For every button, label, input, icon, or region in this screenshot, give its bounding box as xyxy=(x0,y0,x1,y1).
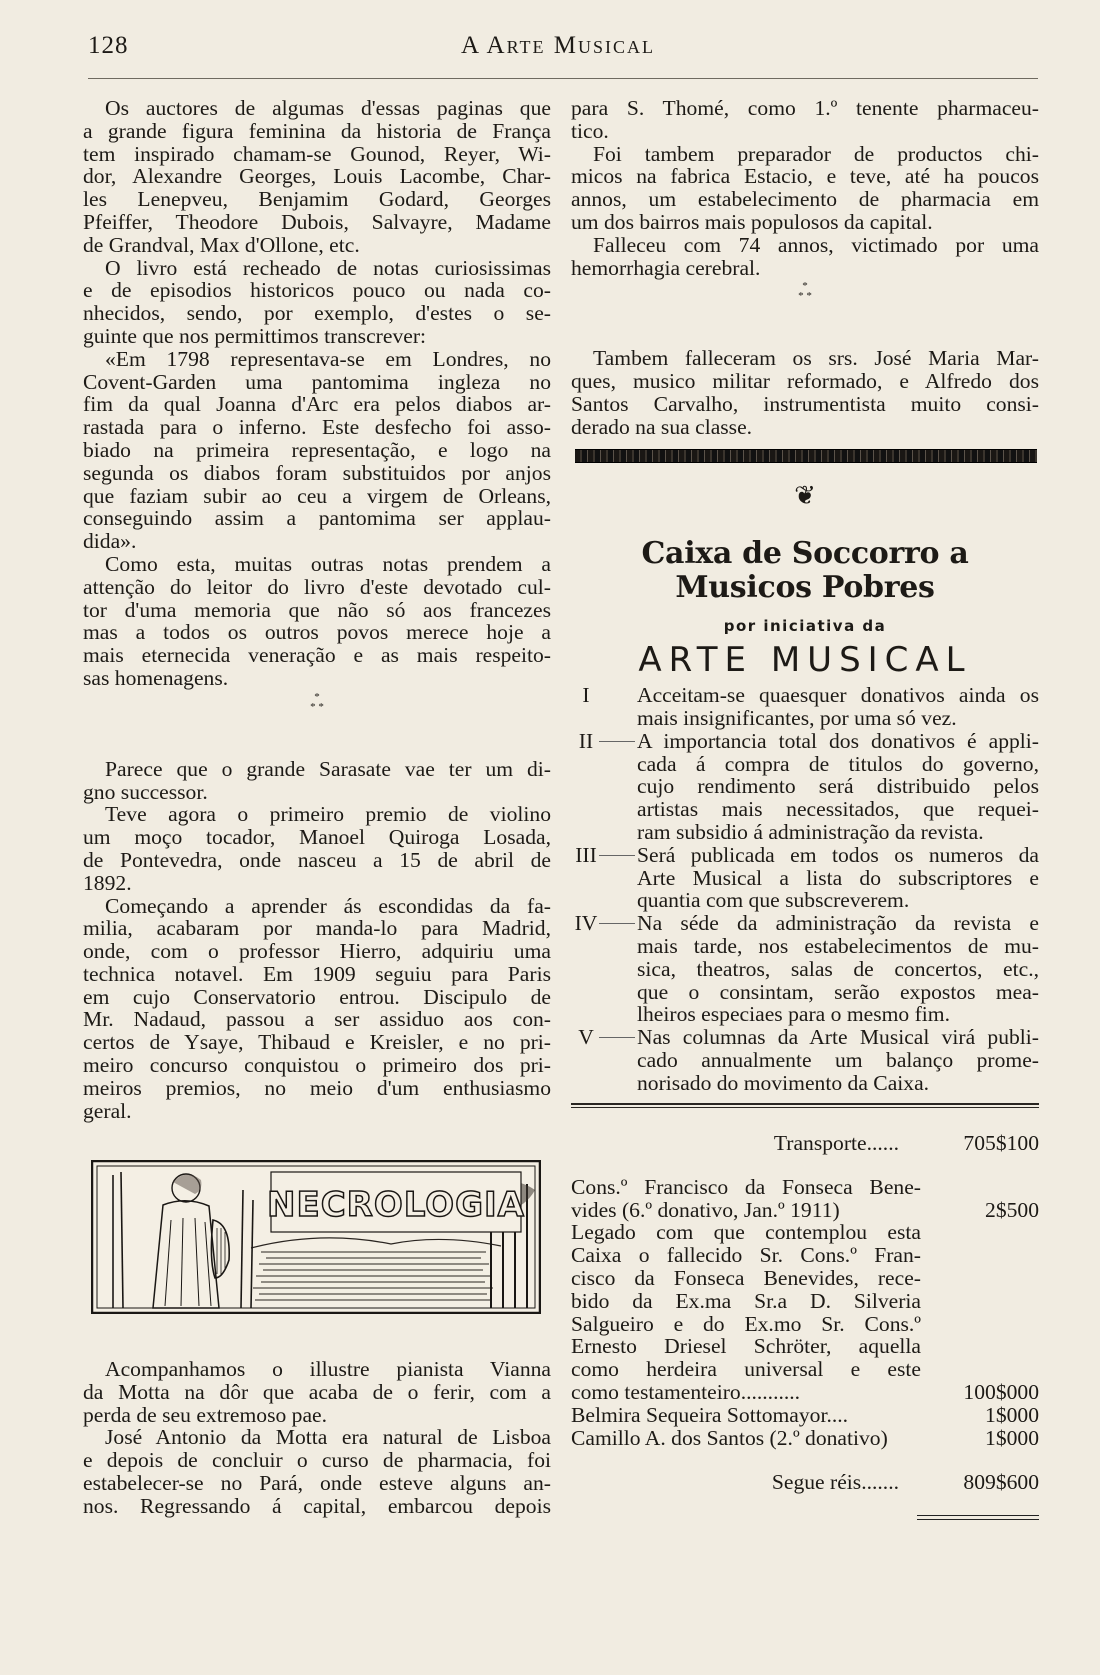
text-line: mais eternecida veneração e as mais respeito- xyxy=(83,643,551,668)
text-line: Foi tambem preparador de productos chi- xyxy=(593,141,1039,166)
text-line: lheiros especiaes para o mesmo fim. xyxy=(637,1002,951,1027)
rule-number: IV xyxy=(574,911,598,936)
text-line: mais insignificantes, por uma só vez. xyxy=(637,705,957,730)
text-line: e depois de concluir o curso de pharmacia, foi xyxy=(83,1448,551,1473)
text-line: mas a todos os outros povos merece hoje a xyxy=(83,620,551,645)
text-line: um dos bairros mais populosos da capital. xyxy=(571,209,933,234)
caixa-arte-musical-heading: ARTE MUSICAL xyxy=(638,640,972,681)
text-line: Salgueiro e do Ex.mo Sr. Cons.º xyxy=(571,1311,921,1336)
text-line: cisco da Fonseca Benevides, rece- xyxy=(571,1266,921,1291)
floral-ornament-icon: ❦ xyxy=(794,480,816,510)
paragraph-premio xyxy=(83,803,551,894)
ledger-row-legado xyxy=(571,1221,1039,1403)
ledger-label: Segue réis....... xyxy=(771,1470,899,1495)
text-line: rastada para o inferno. Este desfecho foi asso- xyxy=(83,415,551,440)
text-line: Acceitam-se quaesquer donativos ainda os xyxy=(637,683,1039,708)
text-line: O livro está recheado de notas curiosissimas xyxy=(105,255,551,280)
ledger-row-camillo xyxy=(571,1427,1039,1450)
necrologia-illustration xyxy=(91,1160,541,1314)
asterism-divider: * * * xyxy=(798,280,812,303)
caixa-rules xyxy=(571,684,1039,1094)
page-header xyxy=(78,30,1038,62)
banner-title: NECROLOGIA xyxy=(267,1185,525,1225)
text-line: Falleceu com 74 annos, victimado por uma xyxy=(593,232,1039,257)
text-line: dida». xyxy=(83,529,137,554)
text-line: Tambem falleceram os srs. José Maria Mar- xyxy=(593,346,1039,371)
rule-item xyxy=(571,730,1039,844)
text-line: Mr. Nadaud, passou a ser assiduo aos con- xyxy=(83,1007,551,1032)
paragraph-acompanhamos xyxy=(83,1358,551,1426)
ledger-amount: 1$000 xyxy=(985,1425,1039,1450)
text-line: Teve agora o primeiro premio de violino xyxy=(105,802,551,827)
rule-item xyxy=(571,684,1039,730)
text-line: norisado do movimento da Caixa. xyxy=(637,1070,930,1095)
paragraph-comecando xyxy=(83,895,551,1123)
text-line: como herdeira universal e este xyxy=(571,1357,921,1382)
necrologia-banner xyxy=(91,1160,541,1314)
text-line: milia, acabaram por manda-lo para Madrid, xyxy=(83,916,551,941)
ledger-label: Transporte...... xyxy=(773,1130,899,1155)
ledger-row-benevides xyxy=(571,1176,1039,1222)
text-line: Ernesto Driesel Schröter, aquella xyxy=(571,1334,921,1359)
text-line: ques, musico militar reformado, e Alfredo dos xyxy=(571,369,1039,394)
text-line: estabelecer-se no Pará, onde esteve alguns an- xyxy=(83,1470,551,1495)
text-line: cujo rendimento será distribuido pelos xyxy=(637,774,1039,799)
rule-item xyxy=(571,1026,1039,1094)
text-line: biado na primeira representação, e logo na xyxy=(83,437,551,462)
text-line: hemorrhagia cerebral. xyxy=(571,255,761,280)
text-line: conseguindo assim a pantomima ser applau- xyxy=(83,506,551,531)
text-line: onde, com o professor Hierro, adquiriu uma xyxy=(83,939,551,964)
text-line: gno successor. xyxy=(83,779,208,804)
text-line: artistas mais necessitados, que requei- xyxy=(637,797,1039,822)
text-line: Na séde da administração da revista e xyxy=(637,911,1039,936)
left-column xyxy=(83,97,551,1122)
text-line: meiro concurso conquistou o primeiro dos pri- xyxy=(83,1053,551,1078)
text-line: a grande figura feminina da historia de França xyxy=(83,118,551,143)
donations-ledger xyxy=(571,1132,1039,1524)
text-line: cada á compra de titulos do governo, xyxy=(637,751,1039,776)
ledger-amount: 1$000 xyxy=(985,1402,1039,1427)
paragraph-preparador xyxy=(571,143,1039,234)
text-line: um moço tocador, Manoel Quiroga Losada, xyxy=(83,825,551,850)
rule-dash xyxy=(599,741,635,742)
text-line: da Motta na dôr que acaba de o ferir, com a xyxy=(83,1379,551,1404)
running-title: A Arte Musical xyxy=(461,32,655,59)
text-line: que o consintam, serão expostos mea- xyxy=(637,979,1039,1004)
text-line: Será publicada em todos os numeros da xyxy=(637,842,1039,867)
text-line: tor d'uma memoria que não só aos francezes xyxy=(83,597,551,622)
paragraph-jose-antonio xyxy=(83,1426,551,1517)
paragraph-falleceu xyxy=(571,234,1039,280)
text-line: quantia com que subscreverem. xyxy=(637,888,910,913)
text-line: Acompanhamos o illustre pianista Vianna xyxy=(105,1357,551,1381)
rule-number: III xyxy=(575,842,597,867)
text-line: A importancia total dos donativos é appli- xyxy=(637,728,1039,753)
text-line: 1892. xyxy=(83,870,132,895)
paragraph-auctores xyxy=(83,97,551,257)
text-line: de Grandval, Max d'Ollone, etc. xyxy=(83,232,360,257)
text-line: Covent-Garden uma pantomima ingleza no xyxy=(83,369,551,394)
text-line: sas homenagens. xyxy=(83,665,229,690)
text-line: nhecidos, sendo, por exemplo, d'estes o se- xyxy=(83,301,551,326)
page-number: 128 xyxy=(88,32,129,59)
total-underline xyxy=(917,1515,1039,1523)
text-line: e de episodios historicos pouco ou nada co- xyxy=(83,278,551,303)
text-line: perda de seu extremoso pae. xyxy=(83,1402,328,1427)
text-line: les Lenepveu, Benjamim Godard, Georges xyxy=(83,187,551,212)
text-line: fim da qual Joanna d'Arc era pelos diabos ar- xyxy=(83,392,551,417)
caixa-title: Caixa de Soccorro a Musicos Pobres xyxy=(641,535,969,605)
paragraph-livro xyxy=(83,257,551,348)
paragraph-quote xyxy=(83,348,551,553)
text-line: derado na sua classe. xyxy=(571,414,753,439)
ledger-amount: 2$500 xyxy=(985,1197,1039,1222)
text-line: segunda os diabos foram substituidos por anjos xyxy=(83,460,551,485)
text-line: bido da Ex.ma Sr.a D. Silveria xyxy=(571,1288,921,1313)
text-line: geral. xyxy=(83,1098,132,1123)
ledger-label: Belmira Sequeira Sottomayor.... xyxy=(571,1402,849,1427)
text-line: de Pontevedra, onde nasceu a 15 de abril de xyxy=(83,847,551,872)
rule-dash xyxy=(599,1037,635,1038)
text-line: tico. xyxy=(571,118,609,143)
text-line: vides (6.º donativo, Jan.º 1911) xyxy=(571,1197,840,1222)
text-line: meiros premios, no meio d'um enthusiasmo xyxy=(83,1075,551,1100)
caixa-subtitle: por iniciativa da xyxy=(723,616,887,635)
text-line: certos de Ysaye, Thibaud e Kreisler, e no pri- xyxy=(83,1030,551,1055)
text-line: Caixa o fallecido Sr. Cons.º Fran- xyxy=(571,1243,921,1268)
text-line: José Antonio da Motta era natural de Lisboa xyxy=(105,1425,551,1450)
ledger-total-amount: 809$600 xyxy=(963,1470,1039,1495)
text-line: attenção do leitor do livro d'este devotado cul- xyxy=(83,574,551,599)
double-rule xyxy=(571,1103,1039,1108)
paragraph-como-esta xyxy=(83,553,551,690)
text-line: Cons.º Francisco da Fonseca Bene- xyxy=(571,1174,921,1199)
rule-dash xyxy=(599,855,635,856)
ledger-amount: 100$000 xyxy=(963,1380,1039,1405)
text-line: Legado com que contemplou esta xyxy=(571,1220,921,1245)
text-line: Os auctores de algumas d'essas paginas que xyxy=(105,96,551,120)
text-line: que faziam subir ao ceu a virgem de Orleans, xyxy=(83,483,551,508)
text-line: micos na fabrica Estacio, e teve, até ha poucos xyxy=(571,164,1039,189)
paragraph-tambem xyxy=(571,347,1039,438)
text-line: Arte Musical a lista do subscriptores e xyxy=(637,865,1039,890)
right-column xyxy=(571,97,1039,1523)
text-line: para S. Thomé, como 1.º tenente pharmaceu- xyxy=(571,96,1039,120)
section-divider-bar xyxy=(575,449,1037,463)
ledger-amount: 705$100 xyxy=(963,1130,1039,1155)
rule-item xyxy=(571,912,1039,1026)
rule-number: V xyxy=(578,1025,594,1050)
text-line: em cujo Conservatorio entrou. Discipulo de xyxy=(83,984,551,1009)
rule-item xyxy=(571,844,1039,912)
text-line: sica, theatros, salas de concertos, etc., xyxy=(637,956,1039,981)
ledger-row-total xyxy=(571,1471,1039,1494)
text-line: annos, um estabelecimento de pharmacia em xyxy=(571,187,1039,212)
paragraph-s-thome xyxy=(571,97,1039,143)
text-line: cado annualmente um balanço prome- xyxy=(637,1047,1039,1072)
text-line: Santos Carvalho, instrumentista muito consi- xyxy=(571,391,1039,416)
text-line: Começando a aprender ás escondidas da fa- xyxy=(105,893,551,918)
ledger-row-transporte xyxy=(571,1132,1039,1155)
asterism-divider: * * * xyxy=(310,690,324,713)
text-line: technica notavel. Em 1909 seguiu para Paris xyxy=(83,961,551,986)
ledger-label: Camillo A. dos Santos (2.º donativo) xyxy=(571,1425,888,1450)
text-line: Pfeiffer, Theodore Dubois, Salvayre, Madame xyxy=(83,209,551,234)
rule-number: I xyxy=(582,683,590,708)
necrologia-text xyxy=(83,1358,551,1518)
paragraph-sarasate xyxy=(83,758,551,804)
ledger-row-belmira xyxy=(571,1404,1039,1427)
rule-number: II xyxy=(578,728,594,753)
text-line: Parece que o grande Sarasate vae ter um di- xyxy=(105,756,551,781)
text-line: como testamenteiro........... xyxy=(571,1380,801,1405)
text-line: Como esta, muitas outras notas prendem a xyxy=(105,551,551,576)
text-line: nos. Regressando á capital, embarcou depois xyxy=(83,1493,551,1518)
text-line: mais tarde, nos estabelecimentos de mu- xyxy=(637,933,1039,958)
text-line: guinte que nos permittimos transcrever: xyxy=(83,323,427,348)
text-line: Nas columnas da Arte Musical virá publi- xyxy=(637,1025,1039,1050)
text-line: dor, Alexandre Georges, Louis Lacombe, Char- xyxy=(83,164,551,189)
text-line: tem inspirado chamam-se Gounod, Reyer, Wi- xyxy=(83,141,551,166)
text-line: ram subsidio á administração da revista. xyxy=(637,819,984,844)
header-rule xyxy=(88,78,1038,79)
text-line: «Em 1798 representava-se em Londres, no xyxy=(105,346,551,371)
rule-dash xyxy=(599,923,635,924)
